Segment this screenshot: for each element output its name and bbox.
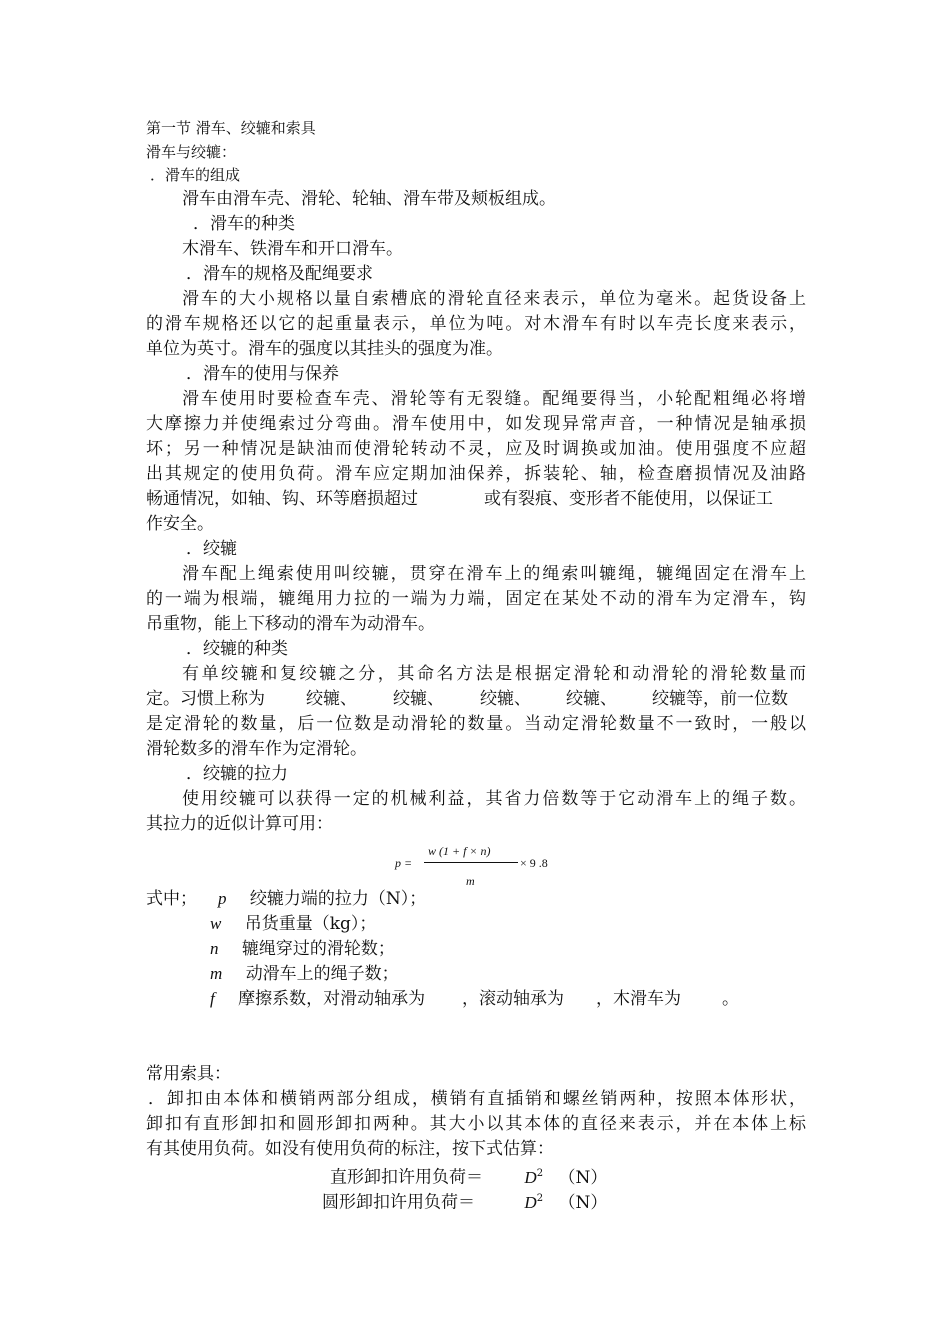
formula-multiplier: × 9 .8: [520, 856, 548, 870]
variable-description: 辘绳穿过的滑轮数；: [241, 939, 395, 959]
heading-3: ．滑车的规格及配绳要求: [186, 264, 373, 284]
equation-exponent: 2: [536, 1193, 544, 1204]
paragraph-6-line: 绞辘、: [566, 689, 617, 709]
paragraph-6-line: 有单绞辘和复绞辘之分，其命名方法是根据定滑轮和动滑轮的滑轮数量而: [182, 664, 806, 684]
paragraph-4-line: 畅通情况，如轴、钩、环等磨损超过: [146, 489, 418, 509]
paragraph-6-line: 绞辘、: [306, 689, 357, 709]
subsection-heading: 滑车与绞辘：: [146, 143, 237, 161]
paragraph-6-line: 绞辘等，前一位数: [652, 689, 788, 709]
paragraph-3-line: 单位为英寸。滑车的强度以其挂头的强度为准。: [146, 339, 503, 359]
variable-symbol: n: [210, 939, 219, 958]
paragraph-8-line: 卸扣有直形卸扣和圆形卸扣两种。其大小以其本体的直径来表示，并在本体上标: [146, 1114, 806, 1134]
paragraph-6-line: 绞辘、: [393, 689, 444, 709]
variable-symbol: m: [210, 964, 223, 983]
shackle-formula-straight: [330, 1162, 607, 1190]
heading-1: ．滑车的组成: [150, 166, 241, 184]
formula-lhs: p =: [395, 856, 413, 870]
paragraph-6-line: 滑轮数多的滑车作为定滑轮。: [146, 739, 367, 759]
equation-unit: （N）: [558, 1192, 608, 1213]
variable-symbol: f: [210, 989, 215, 1008]
paragraph-3-line: 滑车的大小规格以量自索槽底的滑轮直径来表示，单位为毫米。起货设备上: [182, 289, 806, 309]
shackle-formula-round: [322, 1187, 607, 1215]
variable-description: 绞辘力端的拉力（N）；: [249, 889, 427, 909]
variable-row: [210, 912, 376, 936]
variable-row: [218, 887, 426, 911]
paragraph-5-line: 滑车配上绳索使用叫绞辘，贯穿在滑车上的绳索叫辘绳，辘绳固定在滑车上: [182, 564, 806, 584]
formula-denominator: m: [466, 874, 475, 888]
variable-description: 摩擦系数，对滑动轴承为: [238, 989, 426, 1009]
paragraph-8-line: 有其使用负荷。如没有使用负荷的标注，按下式估算：: [146, 1139, 554, 1159]
heading-6: ．绞辘的种类: [186, 639, 288, 659]
heading-7: ．绞辘的拉力: [186, 764, 288, 784]
equation-exponent: 2: [536, 1168, 544, 1179]
heading-4: ．滑车的使用与保养: [186, 364, 339, 384]
equation-label: 直形卸扣许用负荷＝: [330, 1167, 483, 1188]
friction-wood-text: ，木滑车为: [596, 989, 681, 1009]
where-label: 式中；: [146, 889, 197, 909]
variable-description: 吊货重量（kg）；: [244, 914, 377, 934]
fraction-bar: [424, 862, 518, 863]
equation-label: 圆形卸扣许用负荷＝: [322, 1192, 475, 1213]
variable-row: [210, 962, 399, 986]
paragraph-5-line: 吊重物，能上下移动的滑车为动滑车。: [146, 614, 435, 634]
equation-variable: D: [524, 1192, 537, 1212]
equation-variable: D: [524, 1167, 537, 1187]
paragraph-3-line: 的滑车规格还以它的起重量表示，单位为吨。对木滑车有时以车壳长度来表示，: [146, 314, 806, 334]
friction-rolling-text: ，滚动轴承为: [462, 989, 564, 1009]
paragraph-4-line: 滑车使用时要检查车壳、滑轮等有无裂缝。配绳要得当，小轮配粗绳必将增: [182, 389, 806, 409]
paragraph-6-line: 是定滑轮的数量，后一位数是动滑轮的数量。当动定滑轮数量不一致时，一般以: [146, 714, 806, 734]
paragraph-5-line: 的一端为根端，辘绳用力拉的一端为力端，固定在某处不动的滑车为定滑车，钩: [146, 589, 806, 609]
paragraph-1: 滑车由滑车壳、滑轮、轮轴、滑车带及颊板组成。: [182, 189, 556, 209]
paragraph-6-line: 绞辘、: [480, 689, 531, 709]
variable-symbol: p: [218, 889, 227, 908]
subsection-heading: 常用索具：: [146, 1064, 231, 1084]
paragraph-4-line: 作安全。: [146, 514, 214, 534]
paragraph-6-line: 定。习惯上称为: [146, 689, 265, 709]
paragraph-7-line: 其拉力的近似计算可用：: [146, 814, 333, 834]
friction-end-text: 。: [722, 989, 739, 1009]
variable-symbol: w: [210, 914, 222, 933]
formula-numerator: w (1 + f × n): [428, 844, 491, 858]
variable-row: [210, 937, 395, 961]
variable-description: 动滑车上的绳子数；: [245, 964, 399, 984]
paragraph-8-line: ．卸扣由本体和横销两部分组成，横销有直插销和螺丝销两种，按照本体形状，: [148, 1089, 806, 1109]
paragraph-2: 木滑车、铁滑车和开口滑车。: [182, 239, 403, 259]
paragraph-4-line: 或有裂痕、变形者不能使用，以保证工: [484, 489, 773, 509]
equation-unit: （N）: [558, 1167, 608, 1188]
paragraph-4-line: 出其规定的使用负荷。滑车应定期加油保养，拆装轮、轴，检查磨损情况及油路: [146, 464, 806, 484]
paragraph-7-line: 使用绞辘可以获得一定的机械利益，其省力倍数等于它动滑车上的绳子数。: [182, 789, 806, 809]
variable-row: [210, 987, 425, 1011]
section-title: 第一节 滑车、绞辘和索具: [146, 119, 316, 137]
heading-2: ．滑车的种类: [193, 214, 295, 234]
paragraph-4-line: 坏；另一种情况是缺油而使滑轮转动不灵，应及时调换或加油。使用强度不应超: [146, 439, 806, 459]
paragraph-4-line: 大摩擦力并使绳索过分弯曲。滑车使用中，如发现异常声音，一种情况是轴承损: [146, 414, 806, 434]
heading-5: ．绞辘: [186, 539, 237, 559]
